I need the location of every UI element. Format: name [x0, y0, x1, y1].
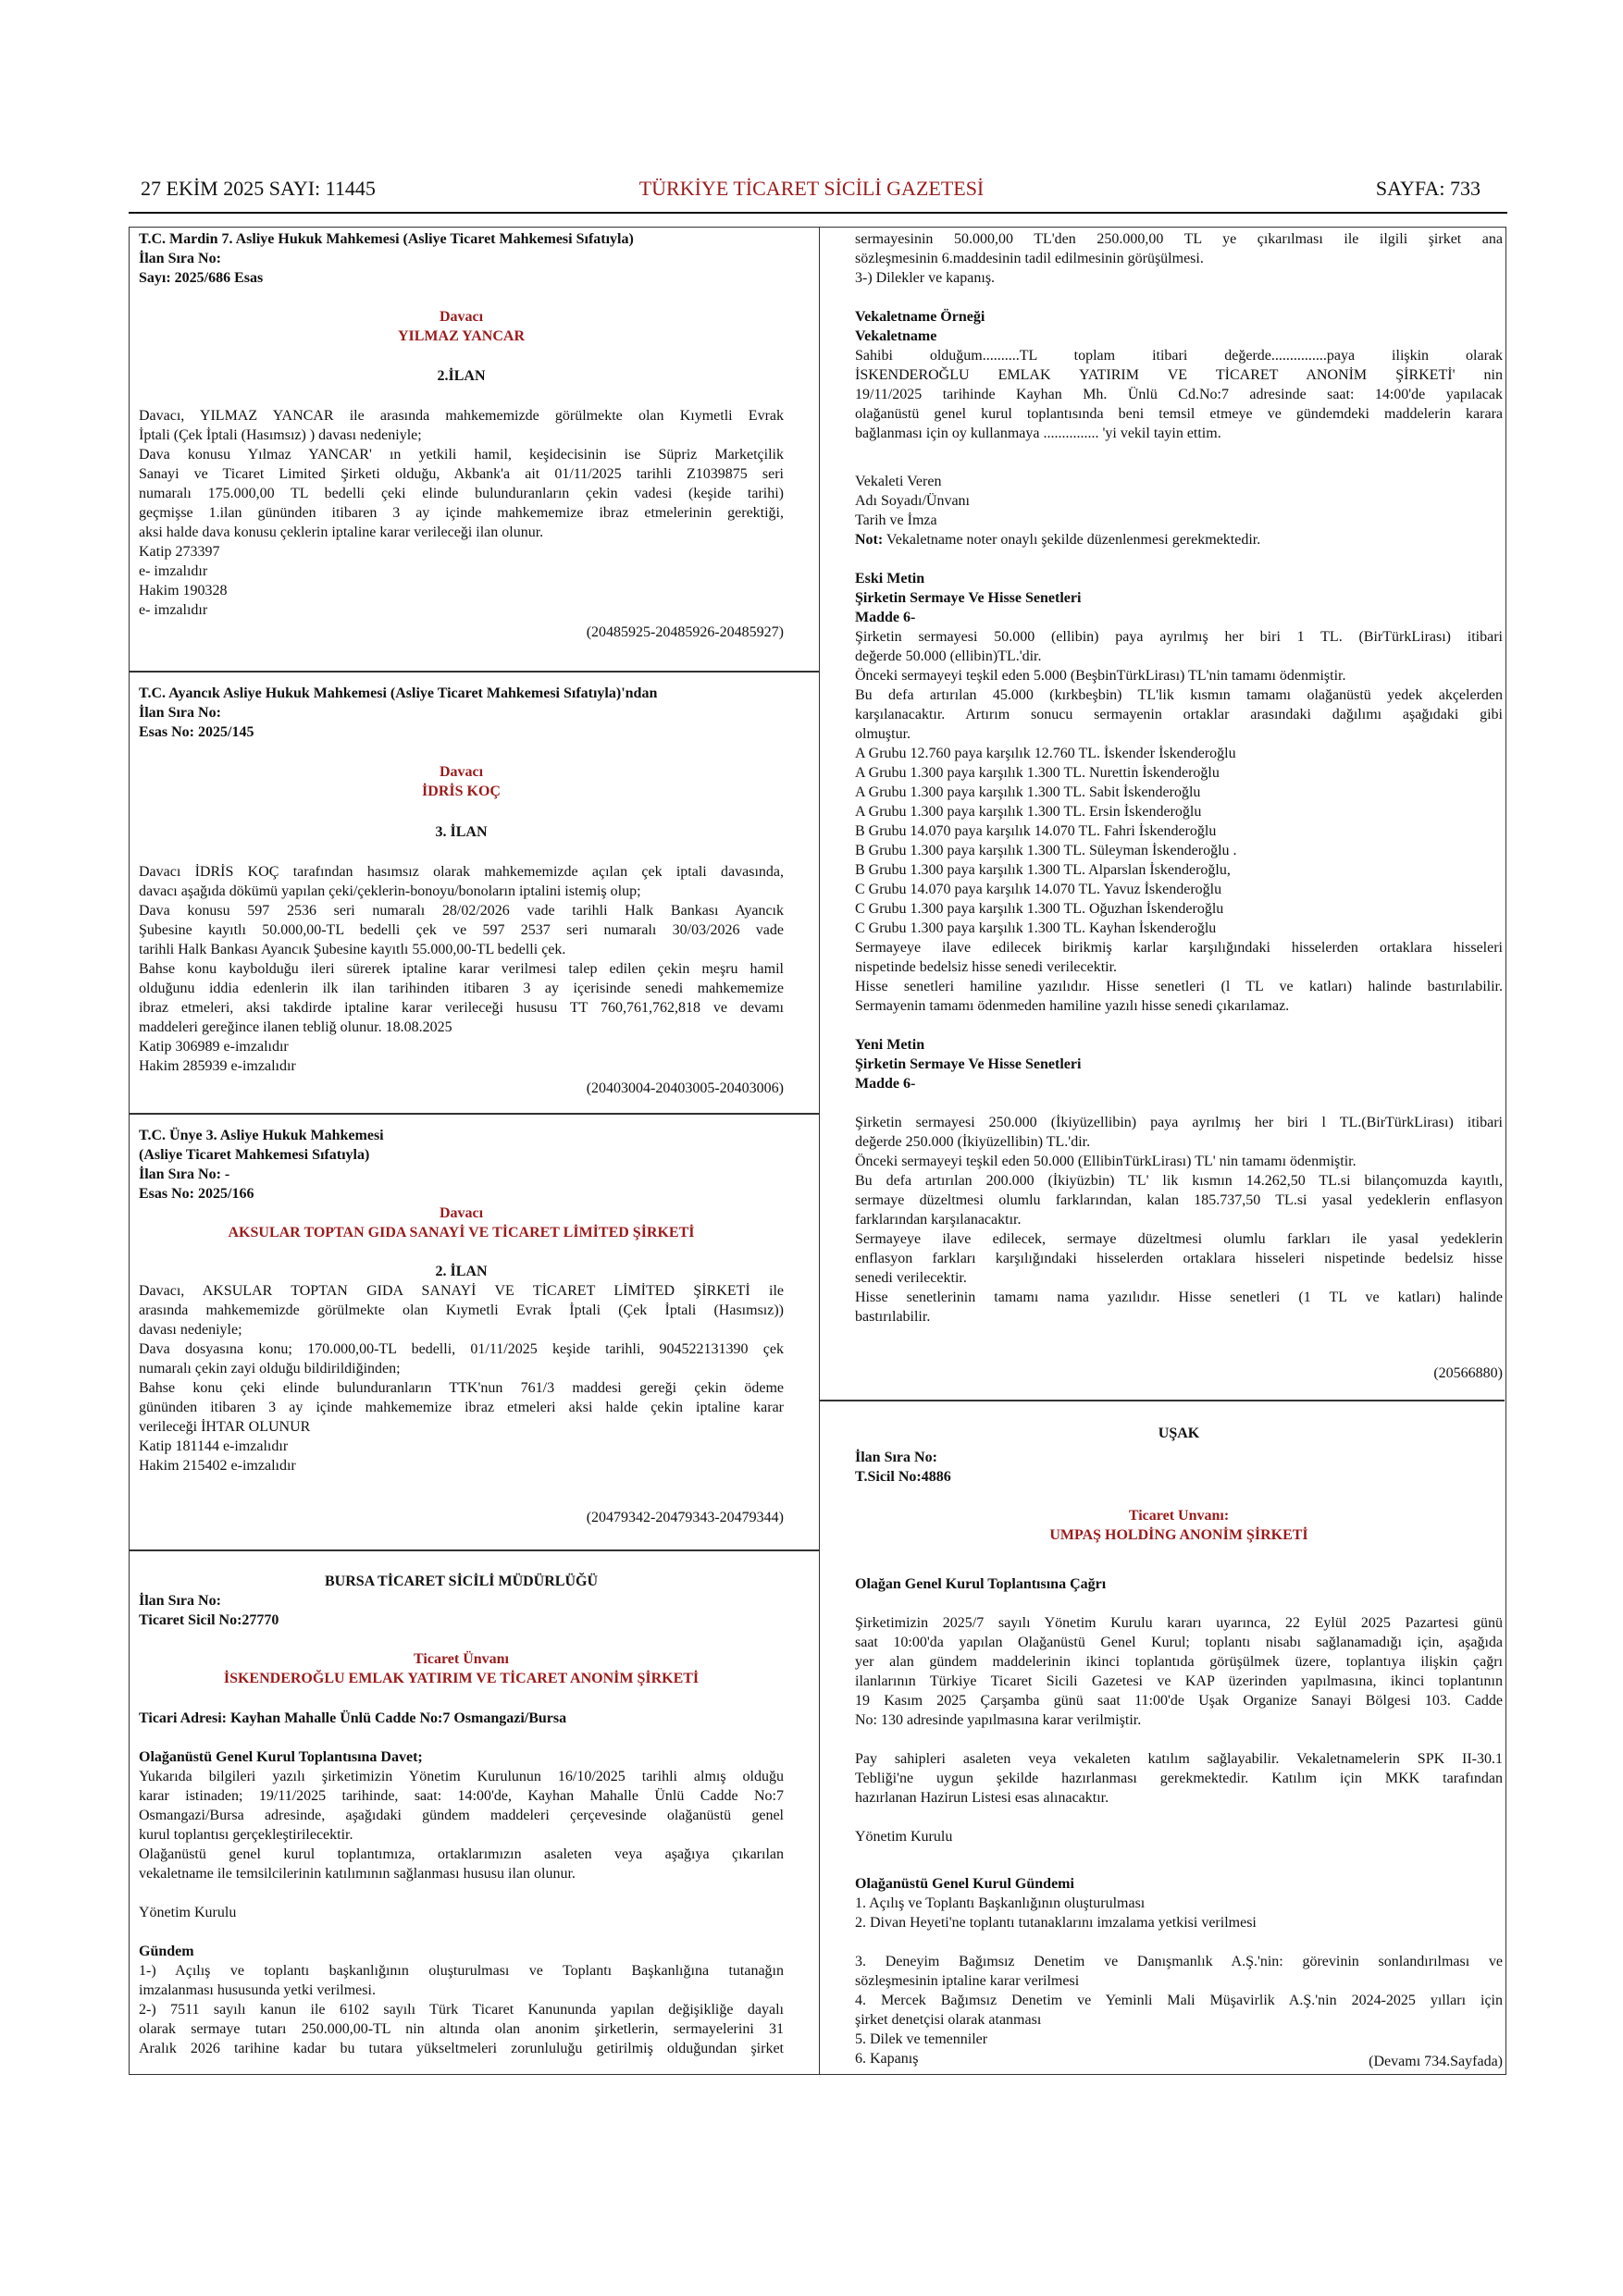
city-heading: UŞAK [1158, 1426, 1200, 1441]
new-text-line: Bu defa artırılan 200.000 (İkiyüzbin) TL' lik kısmın 14.262,50 TL.si bilançomuzda kayıtlı, [855, 1173, 1503, 1189]
proxy-line: İSKENDEROĞLU EMLAK YATIRIM VE TİCARET ANONİM ŞİRKETİ' nin [855, 367, 1503, 383]
trade-name-label: Ticaret Ünvanı [414, 1651, 509, 1667]
new-text-line: enflasyon farkları karşılığındaki hisselerden ortaklara hisseleri nispetinde bedelsiz hisse [855, 1251, 1503, 1266]
proxy-line: Sahibi olduğum..........TL toplam itibari değerde...............paya ilişkin olarak [855, 348, 1503, 364]
body-line: Osmangazi/Bursa adresinde, aşağıdaki gündem maddeleri çerçevesinde olağanüstü genel [139, 1808, 784, 1823]
old-text-line: Bu defa artırılan 45.000 (kırkbeşbin) TL'lik kısmın tamamı olağanüstü yedek akçelerden [855, 687, 1503, 703]
body-line: Hakim 215402 e-imzalıdır [139, 1458, 296, 1474]
agenda-title: Olağanüstü Genel Kurul Gündemi [855, 1876, 1074, 1892]
party-role: Davacı [439, 764, 484, 780]
shareholder-line: B Grubu 1.300 paya karşılık 1.300 TL. Alparslan İskenderoğlu, [855, 862, 1231, 878]
shareholder-line: A Grubu 12.760 paya karşılık 12.760 TL. İskender İskenderoğlu [855, 746, 1236, 761]
body-line: Bahse konu çeki elinde bulunduranların TTK'nun 761/3 maddesi gereği çekin ödeme [139, 1380, 784, 1396]
party-name: İDRİS KOÇ [422, 784, 501, 799]
new-text-line: bastırılabilir. [855, 1309, 931, 1325]
note-line [855, 531, 1503, 549]
body-line: verileceği İHTAR OLUNUR [139, 1419, 311, 1435]
body-line: Katip 306989 e-imzalıdır [139, 1039, 289, 1055]
court-name: T.C. Ayancık Asliye Hukuk Mahkemesi (Asliye Ticaret Mahkemesi Sıfatıyla)'ndan [139, 685, 658, 701]
shareholder-line: B Grubu 14.070 paya karşılık 14.070 TL. Fahri İskenderoğlu [855, 823, 1217, 839]
body-line: e- imzalıdır [139, 563, 208, 579]
body-line: kurul toplantısı gerçekleştirilecektir. [139, 1827, 353, 1843]
column-divider [819, 228, 820, 2074]
trade-name: UMPAŞ HOLDİNG ANONİM ŞİRKETİ [1049, 1527, 1308, 1543]
note-label: Not: [855, 532, 884, 548]
right-column [855, 0, 1503, 2296]
old-text-line: Sermayeye ilave edilecek birikmiş karlar karşılığındaki hisselerden ortaklara hisseleri [855, 940, 1503, 956]
agenda-line: şirket denetçisi olarak atanması [855, 2012, 1042, 2028]
old-text-line: nispetinde bedelsiz hisse senedi verilecektir. [855, 959, 1118, 975]
shareholder-line: C Grubu 1.300 paya karşılık 1.300 TL. Kayhan İskenderoğlu [855, 920, 1217, 936]
party-role: Davacı [439, 309, 484, 325]
notice-number: İlan Sıra No: [139, 705, 221, 721]
notice-number: İlan Sıra No: [855, 1450, 937, 1465]
case-number: Esas No: 2025/145 [139, 724, 254, 740]
left-column [139, 0, 784, 2296]
continued-note: (Devamı 734.Sayfada) [1369, 2054, 1503, 2069]
body-line: Davacı, YILMAZ YANCAR ile arasında mahkememizde görülmekte olan Kıymetli Evrak [139, 408, 784, 424]
body-line: karar istinaden; 19/11/2025 tarihinde, saat: 14:00'de, Kayhan Mahalle Ünlü Cadde No:7 [139, 1788, 784, 1804]
new-text-title: Yeni Metin [855, 1037, 925, 1053]
notice-sequence: 3. İLAN [435, 824, 488, 840]
body-line: Şirketimizin 2025/7 sayılı Yönetim Kurulu kararı uyarınca, 22 Eylül 2025 Pazartesi günü [855, 1615, 1503, 1631]
party-role: Davacı [439, 1205, 484, 1221]
body-line: Tebliği'ne uygun şekilde hazırlanması gerekmektedir. Katılım için MKK tarafından [855, 1771, 1503, 1786]
shareholder-line: A Grubu 1.300 paya karşılık 1.300 TL. Nurettin İskenderoğlu [855, 765, 1220, 781]
body-line: sözleşmesinin 6.maddesinin tadil edilmesinin görüşülmesi. [855, 251, 1204, 266]
old-text-line: değerde 50.000 (ellibin)TL.'dir. [855, 648, 1042, 664]
body-line: Bahse konu kaybolduğu ileri sürerek iptaline karar verilmesi talep edilen çekin meşru hamil [139, 961, 784, 977]
body-line: numaralı çekin zayi olduğu bildirildiğinden; [139, 1361, 401, 1376]
notice-sequence: 2.İLAN [437, 368, 486, 384]
agenda-line: 5. Dilek ve temenniler [855, 2031, 988, 2047]
body-line: olduğunu iddia edenlerin ilk ilan tarihinden itibaren 3 ay içerisinde senedi mahkememize [139, 981, 784, 996]
reference-number: (20479342-20479343-20479344) [586, 1510, 784, 1525]
body-line: Şubesine kayıtlı 50.000,00-TL bedelli çek ve 597 2537 seri numaralı 30/03/2026 vade [139, 922, 784, 938]
body-line: davacı aşağıda dökümü yapılan çeki/çeklerin-bonoyu/bonoların iptalini istemiş olup; [139, 883, 641, 899]
case-number: Esas No: 2025/166 [139, 1186, 254, 1202]
body-line: hazırlanan Hazirun Listesi esas alınacaktır. [855, 1790, 1109, 1806]
notice-number: İlan Sıra No: [139, 1593, 221, 1609]
shareholder-line: C Grubu 14.070 paya karşılık 14.070 TL. Yavuz İskenderoğlu [855, 882, 1222, 897]
body-line: Katip 181144 e-imzalıdır [139, 1438, 289, 1454]
body-line: vekaletname ile temsilcilerinin katılımının sağlanması hususu ilan olunur. [139, 1866, 576, 1882]
body-line: e- imzalıdır [139, 602, 208, 618]
body-line: tarihli Halk Bankası Ayancık Şubesine kayıtlı 55.000,00-TL bedelli çek. [139, 942, 566, 957]
agenda-line: 1-) Açılış ve toplantı başkanlığının oluşturulması ve Toplantı Başkanlığına tutanağın [139, 1963, 784, 1979]
body-line: Yukarıda bilgileri yazılı şirketimizin Yönetim Kurulunun 16/10/2025 tarihli almış olduğu [139, 1769, 784, 1784]
agenda-line: Aralık 2026 tarihine kadar bu tutara yükseltmeleri zorunluluğu getirilmiş olduğundan şirket [139, 2041, 784, 2056]
party-name: YILMAZ YANCAR [397, 328, 526, 344]
new-text-line: Şirketin sermayesi 250.000 (İkiyüzellibin) paya ayrılmış her biri l TL.(BirTürkLirası) itibari [855, 1115, 1503, 1130]
trade-address: Ticari Adresi: Kayhan Mahalle Ünlü Cadde No:7 Osmangazi/Bursa [139, 1710, 567, 1726]
body-line: No: 130 adresinde yapılmasına karar verilmiştir. [855, 1712, 1142, 1728]
agenda-line: olarak sermaye tutarı 250.000,00-TL nin altında olan anonim şirketlerin, sermayelerini 31 [139, 2021, 784, 2037]
shareholder-line: A Grubu 1.300 paya karşılık 1.300 TL. Ersin İskenderoğlu [855, 804, 1202, 820]
new-text-line: Önceki sermayeyi teşkil eden 50.000 (EllibinTürkLirası) TL' nin tamamı ödenmiştir. [855, 1154, 1357, 1169]
body-line: 19 Kasım 2025 Çarşamba günü saat 11:00'de Uşak Organize Sanayi Bölgesi 103. Cadde [855, 1693, 1503, 1709]
agenda-line: 2-) 7511 sayılı kanun ile 6102 sayılı Türk Ticaret Kanununda yapılan değişikliğe dayalı [139, 2002, 784, 2018]
old-text-line: karşılanacaktır. Artırım sonucu sermayenin ortaklar arasındaki dağılımı aşağıdaki gibi [855, 707, 1503, 722]
new-text-line: farklarından karşılanacaktır. [855, 1212, 1022, 1228]
body-line: İptali (Çek İptali (Hasımsız) ) davası nedeniyle; [139, 427, 422, 443]
old-text-title: Eski Metin [855, 571, 925, 586]
new-text-line: sermaye düzeltmesi olumlu farklarından, kalan 185.737,50 TL.si yasal yedeklerin enflasyon [855, 1192, 1503, 1208]
note-text: Vekaletname noter onaylı şekilde düzenlenmesi gerekmektedir. [883, 532, 1261, 548]
proxy-title: Vekaletname [855, 328, 937, 344]
new-text-subtitle: Şirketin Sermaye Ve Hisse Senetleri [855, 1056, 1082, 1072]
old-text-line: Önceki sermayeyi teşkil eden 5.000 (BeşbinTürkLirası) TL'nin tamamı ödenmiştir. [855, 668, 1346, 684]
agenda-line: imzalanması hususunda yetki verilmesi. [139, 1982, 376, 1998]
agenda-line: 4. Mercek Bağımsız Denetim ve Yeminli Mali Müşavirlik A.Ş.'nin 2024-2025 yılları için [855, 1993, 1503, 2008]
case-number: Sayı: 2025/686 Esas [139, 270, 264, 286]
proxy-line: bağlanması için oy kullanmaya ............... 'yi vekil tayin ettim. [855, 426, 1221, 441]
agenda-line: 6. Kapanış [855, 2051, 919, 2067]
notice-sequence: 2. İLAN [435, 1264, 488, 1279]
registry-number: T.Sicil No:4886 [855, 1469, 951, 1485]
signature-line: Tarih ve İmza [855, 512, 937, 528]
registry-office: BURSA TİCARET SİCİLİ MÜDÜRLÜĞÜ [324, 1574, 599, 1589]
old-text-line: Sermayenin tamamı ödenmeden hamiline yazılı hisse senedi çıkarılamaz. [855, 998, 1290, 1014]
body-line: maddeleri gereğince ilanen tebliğ olunur. 18.08.2025 [139, 1019, 452, 1035]
trade-name: İSKENDEROĞLU EMLAK YATIRIM VE TİCARET ANONİM ŞİRKETİ [223, 1671, 700, 1686]
proxy-line: 19/11/2025 tarihinde Kayhan Mh. Ünlü Cd.No:7 adresinde saat: 14:00'de yapılacak [855, 387, 1503, 402]
body-line: saat 10:00'da yapılan Olağanüstü Genel Kurul; toplantı nisabı sağlanamadığı için, aşağıda [855, 1635, 1503, 1650]
proxy-line: olağanüstü genel kurul toplantısında beni temsil etmeye ve gündemdeki maddelerin karara [855, 406, 1503, 422]
old-text-line: Şirketin sermayesi 50.000 (ellibin) paya ayrılmış her biri 1 TL. (BirTürkLirası) itibari [855, 629, 1503, 645]
notice-number: İlan Sıra No: - [139, 1167, 230, 1182]
party-name: AKSULAR TOPTAN GIDA SANAYİ VE TİCARET LİMİTED ŞİRKETİ [228, 1225, 695, 1241]
court-name: T.C. Ünye 3. Asliye Hukuk Mahkemesi [139, 1128, 384, 1143]
body-line: Dava konusu 597 2536 seri numaralı 28/02/2026 vade tarihli Halk Bankası Ayancık [139, 903, 784, 919]
body-line: aksi halde dava konusu çeklerin iptaline karar verileceği ilan olunur. [139, 525, 544, 540]
agenda-line: 3. Deneyim Bağımsız Denetim ve Danışmanlık A.Ş.'nin: görevinin sonlandırılması ve [855, 1954, 1503, 1969]
body-line: davası nedeniyle; [139, 1322, 242, 1338]
new-text-article: Madde 6- [855, 1076, 916, 1092]
body-line: yer alan gündem maddelerinin ikinci toplantıda görüşülmek üzere, toplantıya ilişkin çağrı [855, 1654, 1503, 1670]
body-line: geçmişse 1.ilan gününden itibaren 3 ay içinde mahkememize ibraz etmelerinin gerektiği, [139, 505, 784, 521]
body-line: Olağanüstü genel kurul toplantımıza, ortaklarımızın asaleten veya aşağıya çıkarılan [139, 1846, 784, 1862]
body-line: Sanayi ve Ticaret Limited Şirketi olduğu, Akbank'a ait 01/11/2025 tarihli Z1039875 seri [139, 466, 784, 482]
body-line: numaralı 175.000,00 TL bedelli çeki elinde bulunduranların çekin vadesi (keşide tarihi) [139, 486, 784, 501]
body-line: ibraz etmeleri, aksi takdirde iptaline karar verileceği hususu TT 760,761,762,818 ve devamı [139, 1000, 784, 1016]
trade-name-label: Ticaret Unvanı: [1128, 1508, 1230, 1524]
shareholder-line: A Grubu 1.300 paya karşılık 1.300 TL. Sabit İskenderoğlu [855, 784, 1201, 800]
old-text-subtitle: Şirketin Sermaye Ve Hisse Senetleri [855, 590, 1082, 606]
signature-line: Vekaleti Veren [855, 474, 942, 489]
page-number: SAYFA: 733 [1375, 177, 1481, 200]
body-line: Davacı İDRİS KOÇ tarafından hasımsız olarak mahkememizde açılan çek iptali davasında, [139, 864, 784, 880]
body-line: Pay sahipleri asaleten veya vekaleten katılım sağlayabilir. Vekaletnamelerin SPK II-30.1 [855, 1751, 1503, 1767]
old-text-line: Hisse senetleri hamiline yazılıdır. Hisse senetleri (l TL ve katları) halinde bastırılabilir. [855, 979, 1503, 994]
board-signature: Yönetim Kurulu [855, 1829, 953, 1845]
new-text-line: Hisse senetlerinin tamamı nama yazılıdır. Hisse senetleri (1 TL ve katları) halinde [855, 1290, 1503, 1305]
reference-number: (20485925-20485926-20485927) [586, 624, 784, 640]
proxy-sample-title: Vekaletname Örneği [855, 309, 985, 325]
body-line: Hakim 285939 e-imzalıdır [139, 1058, 296, 1074]
reference-number: (20566880) [1433, 1365, 1503, 1381]
old-text-article: Madde 6- [855, 610, 916, 625]
body-line: Hakim 190328 [139, 583, 228, 599]
signature-line: Adı Soyadı/Ünvanı [855, 493, 970, 509]
notice-number: İlan Sıra No: [139, 251, 221, 266]
new-text-line: değerde 250.000 (İkiyüzellibin) TL.'dir. [855, 1134, 1091, 1150]
meeting-call-title: Olağan Genel Kurul Toplantısına Çağrı [855, 1576, 1107, 1592]
body-line: arasında mahkememizde görülmekte olan Kıymetli Evrak İptali (Çek İptali (Hasımsız)) [139, 1302, 784, 1318]
agenda-line: 1. Açılış ve Toplantı Başkanlığının oluşturulması [855, 1895, 1146, 1911]
court-capacity: (Asliye Ticaret Mahkemesi Sıfatıyla) [139, 1147, 370, 1163]
body-line: 3-) Dilekler ve kapanış. [855, 270, 996, 286]
body-line: Dava konusu Yılmaz YANCAR' ın yetkili hamil, keşidecisinin ise Süpriz Marketçilik [139, 447, 784, 463]
registry-number: Ticaret Sicil No:27770 [139, 1612, 279, 1628]
agenda-line: 2. Divan Heyeti'ne toplantı tutanaklarını imzalama yetkisi verilmesi [855, 1915, 1257, 1931]
agenda-title: Gündem [139, 1944, 194, 1959]
issue-date: 27 EKİM 2025 SAYI: 11445 [141, 177, 376, 200]
body-line: Dava dosyasına konu; 170.000,00-TL bedelli, 01/11/2025 keşide tarihli, 904522131390 çek [139, 1341, 784, 1357]
body-line: gününden itibaren 3 ay içinde mahkememize ibraz etmeleri aksi halde çekin iptaline karar [139, 1400, 784, 1415]
body-line: Katip 273397 [139, 544, 220, 560]
meeting-invitation-title: Olağanüstü Genel Kurul Toplantısına Davet; [139, 1749, 423, 1765]
shareholder-line: B Grubu 1.300 paya karşılık 1.300 TL. Süleyman İskenderoğlu . [855, 843, 1237, 858]
old-text-line: olmuştur. [855, 726, 911, 742]
shareholder-line: C Grubu 1.300 paya karşılık 1.300 TL. Oğuzhan İskenderoğlu [855, 901, 1224, 917]
body-line: sermayesinin 50.000,00 TL'den 250.000,00 TL ye çıkarılması ile ilgili şirket ana [855, 231, 1503, 247]
new-text-line: Sermayeye ilave edilecek, sermaye düzeltmesi olumlu farkları ile yasal yedeklerin [855, 1231, 1503, 1247]
body-line: ilanlarının Türkiye Ticaret Sicili Gazetesi ve KAP üzerinden yapılmasına, ikinci toplantının [855, 1673, 1503, 1689]
gazette-title: TÜRKİYE TİCARET SİCİLİ GAZETESİ [638, 177, 985, 200]
reference-number: (20403004-20403005-20403006) [586, 1080, 784, 1096]
body-line: Davacı, AKSULAR TOPTAN GIDA SANAYİ VE TİCARET LİMİTED ŞİRKETİ ile [139, 1283, 784, 1299]
agenda-line: sözleşmesinin iptaline karar verilmesi [855, 1973, 1080, 1989]
board-signature: Yönetim Kurulu [139, 1905, 237, 1920]
new-text-line: senedi verilecektir. [855, 1270, 967, 1286]
court-name: T.C. Mardin 7. Asliye Hukuk Mahkemesi (Asliye Ticaret Mahkemesi Sıfatıyla) [139, 231, 634, 247]
